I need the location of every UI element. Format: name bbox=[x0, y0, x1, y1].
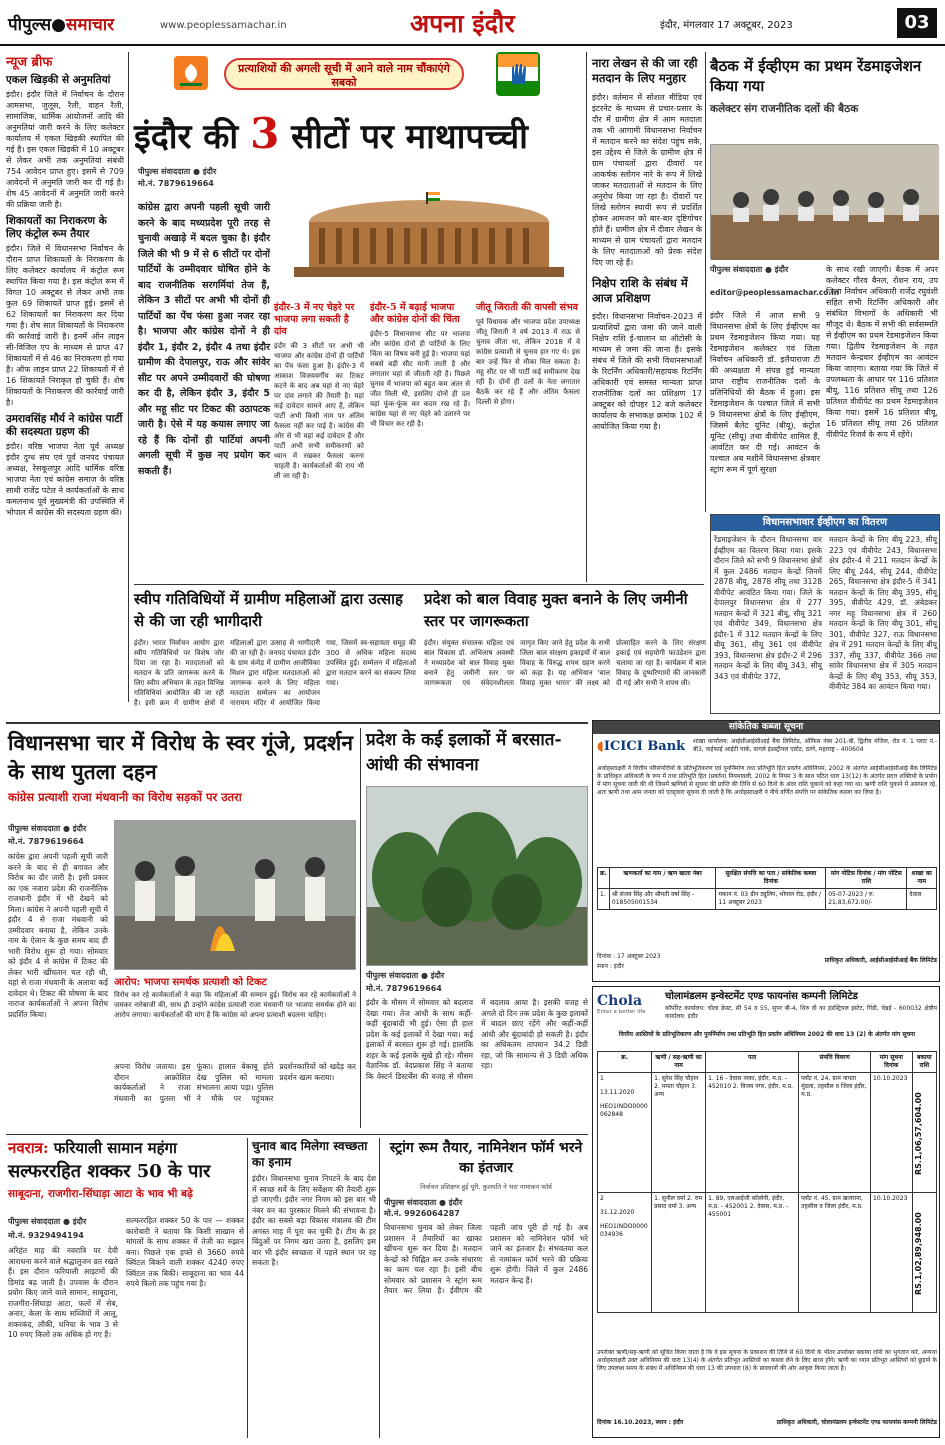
slogan-story bbox=[592, 56, 702, 576]
weather-story bbox=[366, 728, 588, 1133]
icici-logo-icon: ◖ bbox=[597, 739, 604, 754]
reward-story bbox=[252, 1138, 376, 1438]
evm-subtitle: कलेक्टर संग राजनीतिक दलों की बैठक bbox=[710, 103, 859, 115]
chola-cell-amount: RS.1,06,57,604.00 bbox=[912, 1073, 936, 1193]
chola-col-amount: बकाया राशि bbox=[912, 1052, 936, 1073]
evm-body-b: के साथ रखी जाएगी। बैठक में अपर कलेक्टर गौरव बैनल, रोशन राय, उप जिला निर्वाचन अधिकारी राजेंद्र रघुवंशी सहित सभी रिटर्निंग अधिकारी और संबंधित विभागों के अधिकारी भी मौजूद थे। बैठक में सभी की सर्वसम्मति से ईव्हीएम का प्रथम रेंडमाइजेशन किया गया। द्वितीय रेंडमाइजेशन के तहत मतदान केन्द्रवार ईव्हीएम का आवंटन किया जाएगा। बताया गया कि जिले में उपलब्धता के आधार पर 116 प्रतिशत बीयू, 116 प्रतिशत सीयू तथा 126 प्रतिशत वीवीपेट का प्रथम रेंडमाइजेशन किया गया। इसमें 16 प्रतिशत बीयू, 16 प्रतिशत सीयू तथा 26 प्रतिशत वीवीपेट रिजर्व के रूप में रहेंगे। bbox=[826, 265, 938, 439]
reward-title: चुनाव बाद मिलेगा स्वच्छता का इनाम bbox=[252, 1139, 368, 1169]
icici-place: स्थान : इंदौर bbox=[597, 963, 624, 970]
table-row bbox=[598, 1073, 937, 1193]
navratri-body: अरिहंत माह की नवरात्रि पर देवी आराधना करने वाले श्रद्धालुजन व्रत रखते हैं। इस दौरान फरियाली आइटमों की डिमांड बढ़ जाती है। उपवास के दौरान प्रयोग किए जाने वाले सामान, साबूदाना, राजगीरा-सिंघाड़ा आटा, फलों में सेब, अनार, केला के साथ सब्जियों में आलू, शकरकंद, लौकी, धनिया के भाव 3 से 10 रुपए किलो तक अधिक हो गए हैं। bbox=[8, 1246, 118, 1339]
evm-allocation-box bbox=[710, 514, 940, 714]
table-row bbox=[598, 889, 937, 910]
strong-room-story bbox=[384, 1138, 588, 1438]
chola-logo bbox=[597, 993, 659, 1025]
chola-col-date: मांग सूचना दिनांक bbox=[871, 1052, 913, 1073]
lead-banner: प्रत्याशियों की अगली सूची में आने वाले नाम चौंकाएंगे सबको bbox=[224, 58, 464, 90]
sveep-title: स्वीप गतिविधियों में ग्रामीण महिलाओं द्वारा उत्साह से की जा रही भागीदारी bbox=[134, 590, 403, 630]
strong-title: स्ट्रांग रूम तैयार, नामिनेशन फॉर्म भरने का इंतजार bbox=[389, 1140, 583, 1176]
brief-body-1: इंदौर। इंदौर जिले में निर्वाचन के दौरान आमसभा, जुलूस, रैली, वाहन रैली, सामाजिक, धार्मिक आयोजनों आदि की अनुमतियां जारी करने के लिए कलेक्टर कार्यालय में एकल खिड़की स्थापित की गई है। इस एकल खिड़की में 10 अक्टूबर से लेकर अभी तक अनुमतियां संबंधी 754 आवेदन प्राप्त हुए। इसमें से 709 आवेदनों में अनुमति जारी कर दी गई है। शेष 45 आवेदनों में अनुमति जारी करने की प्रक्रिया जारी है। bbox=[6, 90, 124, 209]
icici-cell-branch: देवास bbox=[907, 889, 937, 910]
table-row bbox=[598, 1193, 937, 1313]
icici-address: शाखा कार्यालय: आईसीआईसीआई बैंक लिमिटेड, ऑफिस नंबर 201-बी, द्वितीय मंजिल, रोड नं. 1 प्लाट नं.-बी3, वाईफाई आईटी पार्क, वागले इंडस्ट्रीयल एस्टेट, ठाणे, महाराष्ट्र - 400604 bbox=[693, 738, 937, 753]
protest-caption: विरोध कर रहे कार्यकर्ताओं ने कहा कि महिलाओं की सम्मान हुई। विरोध कर रहे कार्यकर्ताओं ने जमकर नारेबाजी की, साथ ही उन्होंने कांग्रेस प्रत्याशी राजा मंधवानी पर भाजपा समर्थक होने का आरोप लगाया। कार्यकर्ताओं की मांग है कि कांग्रेस को अपना प्रत्याशी बदलना चाहिए। bbox=[114, 991, 356, 1019]
protest-caption-head: आरोप: भाजपा समर्थक प्रत्याशी को टिकट bbox=[114, 977, 267, 988]
slogan-title: नारा लेखन से की जा रही मतदान के लिए मनुहार bbox=[592, 56, 698, 85]
evm-story bbox=[710, 56, 938, 516]
child-body: इंदौर। संयुक्त संचालक महिला एवं बाल विकास डॉ. अभिलाष अवस्थी ने मध्यप्रदेश को बाल विवाह मुक्त बनाने हेतु जमीनी स्तर पर जागरूकता एवं संवेदनशीलता जागृत किए जाने हेतु प्रदेश के सभी जिला बाल संरक्षण इकाइयों में बाल विवाह के विरुद्ध शपथ ग्रहण करने को कहा है। यह अभियान ‘बाल विवाह मुक्त भारत’ की लक्ष्य को प्रोत्साहित करने के लिए संरक्षण इकाई एवं सहयोगी फाउंडेशन द्वारा चलाया जा रहा है। कार्यक्रम में बाल विवाह के दुष्परिणामों की जानकारी दी गई और सभी ने शपथ ली। bbox=[424, 639, 706, 687]
lead-subcol-3 bbox=[476, 302, 580, 407]
evm-meeting-photo bbox=[710, 144, 938, 259]
icici-col-demand: मांग नोटिस दिनांक / मांग नोटिस राशि bbox=[826, 868, 907, 889]
column-divider bbox=[586, 52, 587, 582]
section-title: अपना इंदौर bbox=[410, 9, 515, 38]
chola-cell-no: 2 31.12.2020 HEO1INDO0000034936 bbox=[598, 1193, 652, 1313]
icici-col-no: क्र. bbox=[598, 868, 610, 889]
chola-date: दिनांक 16.10.2023, स्थान : इंदौर bbox=[597, 1419, 684, 1426]
icici-cell-no: 1. bbox=[598, 889, 610, 910]
chola-cell-property: प्लॉट नं. 45, ग्राम खजराना, तहसील व जिला इंदौर, म.प्र. bbox=[799, 1193, 871, 1313]
chola-table bbox=[597, 1051, 937, 1313]
sveep-body: इंदौर। भारत निर्वाचन आयोग द्वारा स्वीप गतिविधियों पर विशेष जोर दिया जा रहा है। मतदाताओं को मतदान के प्रति जागरूक करने के लिए स्वीप अभियान के तहत विभिन्न गतिविधियां आयोजित की जा रही हैं। इसी क्रम में ग्रामीण क्षेत्रों में महिलाओं द्वारा उत्साह से भागीदारी की जा रही है। जनपद पंचायत इंदौर के ग्राम कंमेड़ में ग्रामीण आजीविका मिशन द्वारा महिला मतदाताओं को जागरूक करने के लिए महिला मतदाता सम्मेलन का आयोजन नारायण मंदिर में आयोजित किया गया, जिसमें स्व-सहायता समूह की 300 से अधिक महिला सदस्य उपस्थित हुईं। सम्मेलन में महिलाओं द्वारा मतदान करने का संकल्प लिया गया। bbox=[134, 639, 416, 707]
lead-subcol-2-title: इंदौर-5 में बढ़ाई भाजपा और कांग्रेस दोनों की चिंता bbox=[370, 302, 460, 325]
icici-table bbox=[597, 867, 937, 910]
site-url[interactable]: www.peoplessamachar.in bbox=[160, 20, 287, 31]
chola-cell-address: 1. 16 - देवास नाका, इंदौर, म.प्र. - 452010 2. विजय नगर, इंदौर, म.प्र. bbox=[706, 1073, 799, 1193]
chola-notice bbox=[592, 986, 940, 1438]
chola-tagline: Enter a better life bbox=[597, 1009, 646, 1015]
lead-phone: मो.नं. 7879619664 bbox=[138, 179, 214, 188]
chola-cell-no: 1 13.11.2020 HEO1INDO0000062848 bbox=[598, 1073, 652, 1193]
icici-cell-borrower: श्री संजय सिंह और श्रीमती वर्षा सिंह - 018505001534 bbox=[609, 889, 716, 910]
news-brief-column bbox=[6, 52, 124, 702]
chola-col-property: संपत्ति विवरण bbox=[799, 1052, 871, 1073]
protest-photo bbox=[114, 820, 356, 970]
row-divider bbox=[6, 722, 588, 724]
lead-subcol-3-body: पूर्व विधायक और भाजपा प्रदेश उपाध्यक्ष जीतू जिराती ने वर्ष 2013 में राऊ से चुनाव जीता था, लेकिन 2018 में वे कांग्रेस प्रत्याशी से चुनाव हार गए थे। इस बार उन्हें फिर से मौका मिल सकता है। महू सीट पर भी पार्टी कई समीकरण देख रही है। दोनों ही दलों के नेता लगातार बैठकें कर रहे हैं और अंतिम फैसला दिल्ली से होगा। bbox=[476, 318, 580, 406]
icici-notice-title: सांकेतिक कब्जा सूचना bbox=[593, 721, 939, 734]
chola-title: चोलामंडलम इन्वेस्टमेंट एण्ड फायनांस कम्पनी लिमिटेड bbox=[665, 991, 858, 1002]
column-divider bbox=[247, 1138, 248, 1438]
icici-date: दिनांक : 17 अक्टूबर 2023 bbox=[597, 953, 661, 960]
strong-byline: पीपुल्स संवाददाता ● इंदौर bbox=[384, 1198, 463, 1207]
protest-story bbox=[8, 728, 356, 1133]
navratri-title: फरियाली सामान महंगा bbox=[53, 1139, 177, 1157]
protest-body-b: अपना विरोध जताया। इस दौरान आक्रोशित कार्यकर्ताओं ने राजा मंधवानी का पुतला भी फूंका। हालात बेकाबू होते देख पुलिस को मामला संभालना आया पड़ा। पुलिस ने मौके पर पहुंचकर प्रदर्शनकारियों को खदेड़ कर प्रदर्शन खत्म कराया। bbox=[114, 1062, 356, 1103]
protest-byline: पीपुल्स संवाददाता ● इंदौर bbox=[8, 824, 87, 833]
reward-body: इंदौर। विधानसभा चुनाव निपटने के बाद देश में स्वच्छ सर्वे के लिए सर्वेक्षण की तैयारी शुरू हो जाएगी। इंदौर नगर निगम को इस बार भी नंबर वन का पुरस्कार मिलने की संभावना है। इंदौर का सबसे बड़ा विकास मंत्रालय की टीम अगस्त माह में पूरा कर चुकी है। टीम के हर बिंदुओं पर निगम खरा उतरा है, इसलिए इस बार भी इंदौर स्वच्छता में पहले स्थान पर रह सकता है। bbox=[252, 1174, 376, 1267]
protest-body: कांग्रेस द्वारा अपनी पहली सूची जारी करने के बाद से ही बगावत और विरोध का दौर जारी है। इसी प्रकार का एक नजारा प्रदेश की राजनीतिक राजधानी इंदौर में भी देखने को मिला। कांग्रेस ने अपनी पहली सूची में इंदौर 4 से राजा मंधवानी को उम्मीदवार बनाया है, लेकिन उनके नाम के ऐलान के कुछ समय बाद ही भारी विरोध शुरू हो गया। सोमवार को इंदौर 4 से कांग्रेस में टिकट की लेकर भारी खींचतान चल रही थी, यहां से राजा मंधवानी के अलावा कई दावेदार थे। टिकट की घोषणा के बाद नाराज कार्यकर्ताओं ने अपना विरोध प्रदर्शित किया। bbox=[8, 852, 108, 1019]
brief-title-2: शिकायतों का निराकरण के लिए कंट्रोल रूम तैयार bbox=[6, 215, 107, 240]
chola-table-header bbox=[598, 1052, 937, 1073]
protest-phone: मो.नं. 7879619664 bbox=[8, 837, 84, 846]
weather-body: इंदौर के मौसम में सोमवार को बदलाव देखा गया। तेज आंधी के साथ कहीं-कहीं बूंदाबांदी भी हुई। ऐसा ही हाल प्रदेश के कई इलाकों में देखा गया। कई इलाकों में बरसात शुरू हो गई। हालांकि शहर के कई इलाके सूखे ही रहे। मौसम वैज्ञानिक डॉ. वेदप्रकाश सिंह ने बताया कि वेस्टर्न डिस्टर्बेंस की वजह से मौसम में बदलाव आया है। इसकी वजह से अगले दो दिन तक प्रदेश के कुछ इलाकों में बादल छाए रहेंगे और कहीं-कहीं आंधी और बूंदाबांदी हो सकती है। इंदौर का अधिकतम तापमान 34.2 डिग्री रहा, जो कि सामान्य से 3 डिग्री अधिक रहा। bbox=[366, 998, 588, 1081]
lead-subcol-1 bbox=[274, 302, 364, 481]
navratri-title-2: सल्फररहित शक्कर 50 के पार bbox=[8, 1161, 211, 1182]
icici-logo: ◖ICICI Bank bbox=[597, 739, 686, 754]
chola-cell-address: 1. 89, एलआईजी कॉलोनी, इंदौर, म.प्र. - 452001 2. देवास, म.प्र. - 455001 bbox=[706, 1193, 799, 1313]
chola-col-address: पता bbox=[706, 1052, 799, 1073]
chola-notice-heading: वित्तीय आस्तियों के प्रतिभूतिकरण और पुनर्निर्माण तथा प्रतिभूति हित प्रवर्तन अधिनियम 2002 की धारा 13 (2) के अंतर्गत मांग सूचना bbox=[618, 1031, 916, 1038]
weather-phone: मो.नं. 7879619664 bbox=[366, 984, 442, 993]
lead-byline: पीपुल्स संवाददाता ● इंदौर bbox=[138, 167, 217, 176]
column-divider bbox=[705, 52, 706, 512]
weather-photo bbox=[366, 786, 588, 966]
child-title: प्रदेश को बाल विवाह मुक्त बनाने के लिए जमीनी स्तर पर जागरूकता bbox=[424, 590, 688, 630]
bjp-lotus-icon bbox=[174, 56, 208, 90]
brief-body-2: इंदौर। जिले में विधानसभा निर्वाचन के दौरान प्राप्त शिकायतों के निराकरण के लिए कलेक्टर कार्यालय में कंट्रोल रूम स्थापित किया गया है। इस कंट्रोल रूम में विगत 10 अक्टूबर से लेकर अभी तक कुल 69 शिकायतें प्राप्त हुई। इसमें से 62 शिकायतों का निराकरण कर दिया गया है। शेष सात शिकायतों के निराकरण की कार्रवाई जारी है। इनमें ऑन लाइन सी-विजिल एप के माध्यम से प्राप्त 47 शिकायतों में से 46 का निराकरण हो गया है। ऑफ लाइन प्राप्त 22 शिकायतों में से 16 शिकायतें निराकृत हो चुकी हैं। शेष शिकायतों के निराकरण की कार्रवाई जारी है। bbox=[6, 244, 124, 407]
page-number: 03 bbox=[897, 8, 937, 38]
protest-caption-box bbox=[114, 974, 356, 1020]
evm-email[interactable]: editor@peoplessamachar.co.in bbox=[710, 288, 840, 297]
evm-allocation-title: विधानसभावार ईव्हीएम का वितरण bbox=[711, 515, 939, 531]
sveep-story bbox=[134, 588, 416, 718]
deposit-body: इंदौर। विधानसभा निर्वाचन-2023 में प्रत्याशियों द्वारा जमा की जाने वाली निक्षेप राशि ई-चालान या ऑटोसी के माध्यम से जमा की जाना है। इसके संबंध में जिले की सभी विधानसभाओं के रिटर्निंग अधिकारी/सहायक रिटर्निंग अधिकारी एवं समस्त मान्यता प्राप्त राजनीतिक दलों का प्रशिक्षण 17 अक्टूबर को दोपहर 12 बजे कलेक्टर कार्यालय के सभाकक्ष क्रमांक 102 में आयोजित किया गया है। bbox=[592, 312, 702, 431]
evm-byline: पीपुल्स संवाददाता ● इंदौर bbox=[710, 265, 789, 274]
brief-title-3: उमरावसिंह मौर्य ने कांग्रेस पार्टी की सदस्यता ग्रहण की bbox=[6, 413, 123, 438]
weather-title: प्रदेश के कई इलाकों में बरसात-आंधी की संभावना bbox=[366, 730, 562, 775]
evm-title: बैठक में ईव्हीएम का प्रथम रेंडमाइजेशन किया गया bbox=[710, 57, 922, 95]
chola-cell-names: 1. सुनील वर्मा 2. राम प्रसाद वर्मा 3. अन्य bbox=[652, 1193, 706, 1313]
evm-allocation-right: मतदान केन्द्रों के लिए बीयू 223, सीयू 223 एवं वीवीपेट 243, विधानसभा क्षेत्र इंदौर-4 में 211 मतदान केन्द्रों के लिए बीयू 244, सीयू 244, वीवीपेट 265, विधानसभा क्षेत्र इंदौर-5 में 341 मतदान केन्द्रों के लिए बीयू 395, सीयू 395, वीवीपेट 429, डॉ. अंबेडकर नगर महू विधानसभा क्षेत्र में 260 मतदान केन्द्रों के लिए बीयू 301, सीयू 301, वीवीपेट 327, राऊ विधानसभा क्षेत्र में 291 मतदान केन्द्रों के लिए बीयू 337, सीयू 337, वीवीपेट 366 तथा सांवेर विधानसभा क्षेत्र में 305 मतदान केन्द्रों के लिए बीयू 353, सीयू 353, वीवीपेट 384 का आवंटन किया गया। bbox=[829, 535, 937, 691]
chola-cell-date: 10.10.2023 bbox=[871, 1073, 913, 1193]
icici-col-property: सुरक्षित संपत्ति का पता / सांकेतिक कब्जा दिनांक bbox=[716, 868, 826, 889]
chola-logo-text: Chola bbox=[597, 993, 643, 1009]
lead-subcol-1-body: इंदौर की 3 सीटों पर अभी भी भाजपा और कांग्रेस दोनों ही पार्टियों का पेंच फंसा हुआ है। इंदौर-3 में आकाश विजयवर्गीय का टिकट कटने के बाद अब यहां से नए चेहरे पर दांव लगाने की तैयारी है। यहां कई दावेदार सामने आए हैं, लेकिन पार्टी अभी किसी नाम पर अंतिम फैसला नहीं कर पाई है। कांग्रेस की ओर से भी यहां कई दावेदार हैं और पार्टी अभी सभी समीकरणों को ध्यान में रखकर फैसला करना चाहती है। कार्यकर्ताओं की राय भी ली जा रही है। bbox=[274, 342, 364, 480]
navratri-byline: पीपुल्स संवाददाता ● इंदौर bbox=[8, 1217, 87, 1226]
chola-cell-names: 1. सुरेश सिंह चौहान 2. ममता चौहान 3. अन्य bbox=[652, 1073, 706, 1193]
chola-cell-property: प्लॉट नं. 24, ग्राम नायता मुंडला, तहसील व जिला इंदौर, म.प्र. bbox=[799, 1073, 871, 1193]
weather-byline: पीपुल्स संवाददाता ● इंदौर bbox=[366, 971, 445, 980]
brief-title-1: एकल खिड़की से अनुमतियां bbox=[6, 74, 111, 86]
row-divider bbox=[6, 1134, 588, 1135]
strong-phone: मो.नं. 9926064287 bbox=[384, 1209, 460, 1218]
parliament-illustration bbox=[274, 192, 584, 292]
icici-cell-demand: 05-07-2023 / रु. 21,83,672.00/- bbox=[826, 889, 907, 910]
lead-intro: कांग्रेस द्वारा अपनी पहली सूची जारी करने के बाद मध्यप्रदेश पूरी तरह से चुनावी अखाड़े में बदल चुका है। इंदौर जिले की भी 9 में से 6 सीटों पर दोनों पार्टियों के उम्मीदवार घोषित होने के बाद राजनीतिक सरगर्मियां तेज हैं, लेकिन 3 सीटों पर अभी भी दोनों ही पार्टियों का पेंच फंसा हुआ नजर रहा है। भाजपा और कांग्रेस दोनों ने ही इंदौर 1, इंदौर 2, इंदौर 4 तथा इंदौर ग्रामीण की देपालपुर, राऊ और सांवेर सीट पर अपने उम्मीदवारों की घोषणा कर दी है, लेकिन इंदौर 3, इंदौर 5 और महू सीट पर टिकट की उठापटक जारी है। ऐसे में यह कयास लगाए जा रहे हैं कि दोनों ही पार्टियां अपनी अगली सूची में कुछ नए प्रयोग कर सकती हैं। bbox=[138, 202, 270, 477]
column-divider bbox=[128, 52, 129, 702]
congress-hand-icon bbox=[496, 52, 540, 96]
icici-col-branch: शाखा का नाम bbox=[907, 868, 937, 889]
strong-body: विधानसभा चुनाव को लेकर जिला प्रशासन ने तैयारियों का खाका खींचना शुरू कर दिया है। मतदान केन्द्रों को चिह्नित कर उनके संधारण का काम चल रहा है। इसी बीच सोमवार को प्रशासन ने स्ट्रांग रूम तैयार कर लिया है। ईवीएम की पहली जांच पूरी हो गई है। अब प्रशासन को नामिनेशन फॉर्म भरे जाने का इंतजार है। संभवतया कल से नामांकन फॉर्म भरने की प्रक्रिया शुरू होगी। जिले में कुल 2486 मतदान केन्द्र हैं। bbox=[384, 1223, 588, 1295]
deposit-title: निक्षेप राशि के संबंध में आज प्रशिक्षण bbox=[592, 276, 688, 305]
masthead bbox=[0, 0, 945, 46]
navratri-body-b: सल्फररहित शक्कर 50 के पार — शक्कर कारोबारी ने बताया कि किसी साखान से मांगलों के साथ शक्कर में तेजी का रुझान बना। पिछले एक हफ्ते से 3660 रुपये क्विंटल बिकने वाली शक्कर 4240 रुपए क्विंटल तक बिकी। साबूदाना का भाव 44 रुपये किलो तक पहुंच गया है। bbox=[126, 1216, 244, 1288]
chola-address: कॉर्पोरेट कार्यालय: चोला क्रेस्ट, सी 54 व 55, सुपर बी-4, थिरु वी का इंडस्ट्रियल इस्टेट, गिंडी, चेन्नई - 600032 क्षेत्रीय कार्यालय: इंदौर bbox=[665, 1005, 937, 1020]
child-marriage-story bbox=[424, 588, 706, 718]
brief-label: न्यूज ब्रीफ bbox=[6, 55, 53, 70]
brand-logo: पीपुल्स●समाचार bbox=[8, 15, 115, 35]
lead-subcol-2 bbox=[370, 302, 470, 429]
icici-notice bbox=[592, 720, 940, 982]
chola-cell-amount: RS.1,02,89,948.00 bbox=[912, 1193, 936, 1313]
slogan-body: इंदौर। वर्तमान में सोशल मीडिया एवं इंटरनेट के माध्यम से प्रचार-प्रसार के दौर में ग्रामीण क्षेत्र में आम मतदाता तक भी आगामी विधानसभा निर्वाचन में मतदान करने का संदेश पहुंच सके, इस उद्देश्य से जिले के ग्रामीण क्षेत्र में ग्राम पंचायतों द्वारा दीवारों पर आकर्षक स्लोगन नारे के रूप में लिखे जाकर मतदाताओं से मतदान के लिए अनुरोध किया जा रहा है। दीवारों पर लिखे स्लोगन स्थायी रूप से प्रदर्शित होकर आमजन को बार-बार दृष्टिगोचर होते हैं। ग्रामीण क्षेत्र में दीवार लेखन के माध्यम से ग्राम पंचायतों द्वारा मतदान के लिए मतदाताओं को प्रेरक संदेश दिए जा रहे हैं। bbox=[592, 93, 702, 267]
lead-story bbox=[134, 52, 584, 587]
row-divider bbox=[134, 584, 704, 585]
chola-body: उपरोक्त ऋणी/सह-ऋणी को सूचित किया जाता है कि वे इस सूचना के प्रकाशन की तिथि से 60 दिनों के भीतर उपरोक्त बकाया राशि का भुगतान करें, अन्यथा अधोहस्ताक्षरी उक्त अधिनियम की धारा 13(4) के अंतर्गत प्रतिभूत आस्तियों का कब्जा लेने के लिए बाध्य होंगे। ऋणी का ध्यान प्रतिभूत आस्तियों को छुड़ाने के लिए उपलब्ध समय के संबंध में अधिनियम की धारा 13 की उपधारा (8) के प्रावधानों की ओर आकृष्ट किया जाता है। bbox=[597, 1349, 937, 1372]
navratri-story bbox=[8, 1138, 244, 1438]
lead-subcol-2-body: इंदौर-5 विधानसभा सीट पर भाजपा और कांग्रेस दोनों ही पार्टियों के लिए चिंता का विषय बनी हुई है। भाजपा यहां सबसे बड़ी सीट मानी जाती है और लगातार यहां से जीतती रही है। पिछले चुनाव में भाजपा को बहुत कम अंतर से जीत मिली थी, इसलिए दोनों ही दल यहां फूंक-फूंक कर कदम रख रहे हैं। कांग्रेस यहां से नए चेहरे को उतारने पर भी विचार कर रही है। bbox=[370, 330, 470, 428]
chola-col-no: क्र. bbox=[598, 1052, 652, 1073]
chola-col-names: ऋणी / सह-ऋणी का नाम bbox=[652, 1052, 706, 1073]
brief-body-3: इंदौर। वरिष्ठ भाजपा नेता पूर्व अध्यक्ष इंदौर दुग्ध संघ एवं पूर्व जनपद पंचायत अध्यक्ष, रेसकूलपुर आदि धार्मिक वरिष्ठ भाजपा नेता एवं कांग्रेस समाज के वरिष्ठ साथी राजेंद्र पटेल ने कार्यकर्ताओं के साथ कमलनाथ पूर्व मुख्यमंत्री की उपस्थिति में भोपाल में कांग्रेस की सदस्यता ग्रहण की। bbox=[6, 442, 124, 517]
icici-signatory: प्राधिकृत अधिकारी, आईसीआईसीआई बैंक लिमिटेड bbox=[824, 957, 937, 964]
chola-signatory: प्राधिकृत अधिकारी, चोलामंडलम इन्वेस्टमेंट एण्ड फायनांस कम्पनी लिमिटेड bbox=[776, 1419, 937, 1426]
icici-table-header bbox=[598, 868, 937, 889]
lead-subcol-3-title: जीतू जिराती की वापसी संभव bbox=[476, 302, 579, 313]
protest-title: विधानसभा चार में विरोध के स्वर गूंजे, प्रदर्शन के साथ पुतला दहन bbox=[8, 730, 353, 784]
icici-cell-property: मकान नं. 03 ग्रीन ट्यूलिप, भोपाल रोड, इंदौर / 11 अक्टूबर 2023 bbox=[716, 889, 826, 910]
protest-subtitle: कांग्रेस प्रत्याशी राजा मंधवानी का विरोध सड़कों पर उतरा bbox=[8, 790, 242, 804]
evm-allocation-left: रेंडमाइजेशन के दौरान विधानसभा वार ईव्हीएम का वितरण किया गया। इसके दौरान जिले को सभी 9 विधानसभा क्षेत्रों में कुल 2486 मतदान केन्द्रों जिनमें 2878 बीयू, 2878 सीयू तथा 3128 वीवीपेट आवंटित किया गया। जिले के देपालपुर विधानसभा क्षेत्र में 277 मतदान केन्द्रों में 321 बीयू, सीयू 321 एवं वीवीपेट 349, विधानसभा क्षेत्र इंदौर-1 में 312 मतदान केन्द्रों के लिए बीयू 361, सीयू 361 एवं वीवीपेट 393, विधानसभा क्षेत्र इंदौर-2 में 296 मतदान केन्द्रों के लिए बीयू 343, सीयू 343 एवं वीवीपेट 372, bbox=[714, 535, 822, 681]
lead-subcol-1-title: इंदौर-3 में नए चेहरे पर भाजपा लगा सकती है दांव bbox=[274, 302, 355, 337]
evm-body-a: इंदौर जिले में आज सभी 9 विधानसभा क्षेत्रों के लिए ईव्हीएम का प्रथम रेंडमाइजेशन किया गया। यह रेंडमाइजेशन कलेक्टर एवं जिला निर्वाचन अधिकारी डॉ. इलैयाराजा टी की अध्यक्षता में संपन्न हुई मान्यता प्राप्त राष्ट्रीय राजनीतिक दलों के प्रतिनिधियों की बैठक में हुआ। इस रेंडमाइजेशन के पश्चात जिले में सभी 9 विधानसभा क्षेत्रों के लिए ईव्हीएम, जिसमें बैलेट यूनिट (बीयू), कंट्रोल यूनिट (सीयू) तथा वीवीपेट शामिल हैं, आवंटित कर दी गई। आवंटन के पश्चात अब मशीनें विधानसभा क्षेत्रवार स्ट्रांग रूम में पूर्ण सुरक्षा bbox=[710, 311, 820, 474]
navratri-kicker: नवरात्र: bbox=[8, 1139, 49, 1157]
navratri-subtitle: साबूदाना, राजगीरा-सिंघाड़ा आटा के भाव भी बढ़े bbox=[8, 1188, 193, 1200]
icici-col-borrower: ऋणकर्ता का नाम / ऋण खाता नंबर bbox=[609, 868, 716, 889]
column-divider bbox=[360, 728, 361, 1128]
lead-headline: इंदौर की 3 सीटों पर माथापच्ची bbox=[134, 109, 528, 158]
dateline: इंदौर, मंगलवार 17 अक्टूबर, 2023 bbox=[660, 20, 793, 31]
chola-cell-date: 10.10.2023 bbox=[871, 1193, 913, 1313]
strong-subtitle: निर्वाचन प्रशिक्षण हुई पूरी, कुलपति ने भरा नामांकन फॉर्म bbox=[420, 1183, 552, 1191]
navratri-phone: मो.नं. 9329494194 bbox=[8, 1231, 84, 1240]
column-divider bbox=[379, 1138, 380, 1438]
icici-body: अधोहस्ताक्षरी ने वित्तीय परिसंपत्तियों के प्रतिभूतिकरण एवं पुनर्निर्माण तथा प्रतिभूति हित प्रवर्तन अधिनियम, 2002 के अंतर्गत आईसीआईसीआई बैंक लिमिटेड के प्राधिकृत अधिकारी के रूप में तथा प्रतिभूति हित (प्रवर्तन) नियमावली, 2002 के नियम 3 के साथ पठित धारा 13(12) के अंतर्गत प्रदत्त शक्तियों के प्रयोग में मांग सूचना जारी की थी जिसमें ऋणियों से सूचना की प्राप्ति की तिथि से 60 दिनों के अंदर राशि चुकाने को कहा गया था। ऋणी राशि चुकाने में असफल रहे, अतः ऋणी तथा आम जनता को एतद्द्वारा सूचना दी जाती है कि अधोहस्ताक्षरी ने नीचे वर्णित संपत्ति पर सांकेतिक कब्जा कर लिया है। bbox=[597, 765, 937, 796]
